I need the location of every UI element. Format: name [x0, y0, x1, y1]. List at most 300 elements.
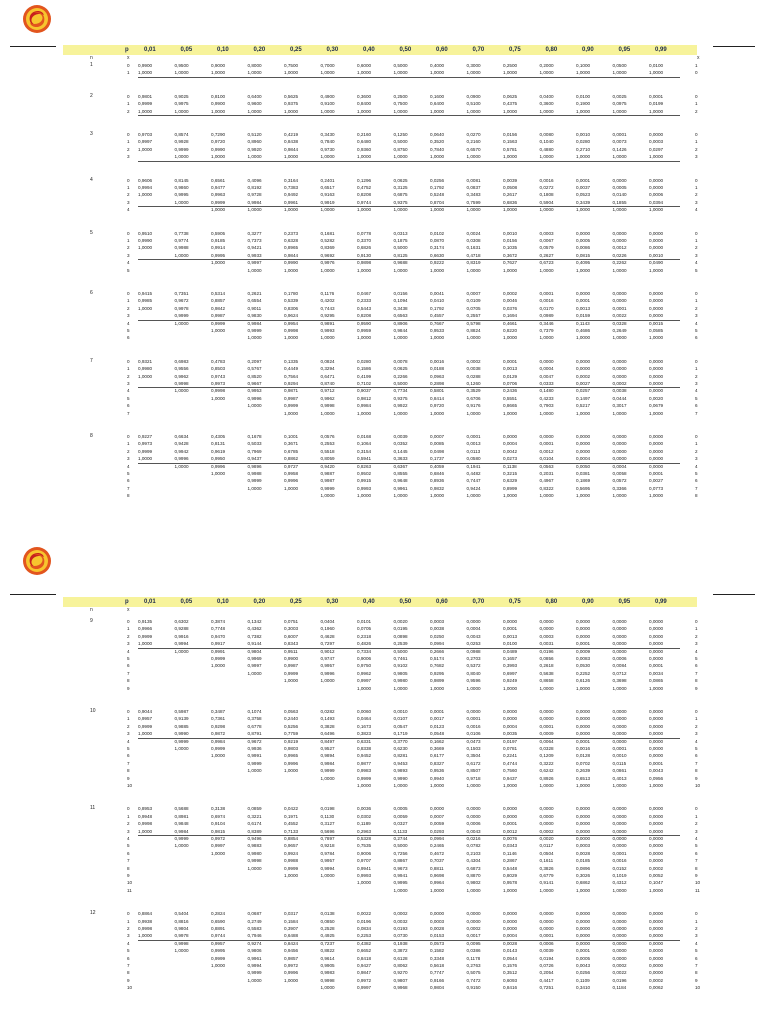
- table-cell: 0,9673: [393, 865, 408, 871]
- table-cell: 0,1296: [357, 177, 372, 183]
- table-cell: 1,0000: [539, 410, 554, 416]
- table-cell: 0,9415: [138, 291, 153, 296]
- table-cell: 0,4744: [503, 760, 518, 766]
- x-value: 0: [127, 291, 130, 296]
- table-cell: 0,0547: [393, 723, 408, 729]
- probability-column-header: 0,70: [472, 47, 485, 53]
- table-row: [63, 358, 697, 365]
- table-cell: 0,1040: [539, 139, 554, 145]
- table-cell: 0,8400: [357, 101, 372, 107]
- table-cell: 0,9980: [393, 678, 408, 684]
- table-cell: 1,0000: [247, 485, 262, 491]
- table-cell: 0,2649: [612, 328, 627, 333]
- table-cell: 1,0000: [612, 207, 627, 213]
- table-cell: 1,0000: [649, 335, 664, 341]
- table-cell: 0,0000: [649, 709, 664, 714]
- table-cell: 0,9614: [320, 955, 335, 961]
- header-rule-right: [713, 46, 755, 47]
- table-row: [63, 947, 697, 954]
- table-cell: 0,0003: [539, 633, 554, 639]
- table-cell: 0,0196: [539, 648, 554, 654]
- table-cell: 1,0000: [320, 678, 335, 684]
- table-cell: 1,0000: [649, 493, 664, 499]
- table-cell: 0,0000: [612, 441, 627, 447]
- table-cell: 0,3164: [284, 177, 299, 183]
- table-cell: 0,3154: [357, 448, 372, 454]
- x-value: 5: [127, 471, 130, 476]
- table-cell: 0,0007: [430, 813, 445, 819]
- table-cell: 0,0000: [466, 709, 481, 714]
- table-cell: 0,9842: [211, 305, 226, 311]
- table-row: [63, 865, 697, 872]
- x-value: 7: [127, 485, 130, 491]
- table-cell: 0,0000: [612, 806, 627, 812]
- table-cell: 0,0000: [612, 918, 627, 924]
- table-cell: 1,0000: [174, 320, 189, 326]
- table-cell: 0,6570: [466, 146, 481, 152]
- table-cell: 0,4686: [576, 328, 591, 333]
- table-cell: 0,9972: [284, 963, 299, 968]
- table-cell: 0,0002: [576, 373, 591, 379]
- table-cell: 0,9983: [320, 970, 335, 976]
- table-cell: 0,3758: [247, 716, 262, 722]
- table-cell: 0,9510: [138, 230, 153, 236]
- table-cell: 0,2465: [430, 843, 445, 849]
- table-cell: 0,2763: [466, 963, 481, 968]
- x-value-right: 2: [695, 821, 698, 827]
- table-cell: 0,8503: [211, 366, 226, 372]
- n-value: 5: [90, 229, 93, 236]
- table-cell: 0,9804: [174, 926, 189, 931]
- table-cell: 0,5987: [174, 709, 189, 714]
- table-cell: 0,0000: [466, 918, 481, 924]
- x-value-right: 0: [695, 230, 698, 236]
- table-cell: 0,0078: [393, 358, 408, 364]
- x-value: 0: [127, 93, 130, 99]
- table-cell: 0,0000: [576, 230, 591, 236]
- table-cell: 0,9978: [174, 305, 189, 311]
- table-cell: 0,0585: [649, 328, 664, 333]
- table-cell: 0,9999: [320, 485, 335, 491]
- table-cell: 0,8965: [284, 245, 299, 251]
- table-cell: 0,0000: [612, 843, 627, 849]
- table-cell: 0,2241: [503, 753, 518, 759]
- table-cell: 0,9990: [174, 731, 189, 737]
- table-cell: 0,9999: [174, 836, 189, 841]
- x-value-right: 6: [695, 663, 698, 669]
- table-cell: 0,0001: [612, 132, 627, 137]
- table-cell: 0,0000: [576, 434, 591, 439]
- table-cell: 0,9037: [357, 388, 372, 394]
- table-cell: 1,0000: [539, 493, 554, 499]
- table-row: [63, 184, 697, 191]
- x-value-right: 2: [695, 192, 698, 198]
- table-cell: 0,1209: [539, 753, 554, 759]
- table-cell: 0,0001: [503, 626, 518, 632]
- x-value-right: 8: [695, 493, 698, 499]
- table-cell: 0,0198: [320, 806, 335, 812]
- table-cell: 0,9743: [211, 373, 226, 379]
- table-cell: 0,3125: [393, 185, 408, 190]
- table-cell: 0,0042: [503, 448, 518, 454]
- table-cell: 0,0000: [503, 911, 518, 917]
- table-cell: 0,0000: [503, 813, 518, 819]
- x-value-right: 11: [695, 887, 700, 893]
- table-cell: 1,0000: [211, 850, 226, 856]
- table-cell: 0,0000: [539, 709, 554, 714]
- table-cell: 0,9940: [430, 775, 445, 781]
- x-value-right: 0: [695, 806, 698, 812]
- probability-column-header: 0,40: [363, 599, 375, 605]
- table-cell: 0,0000: [649, 926, 664, 931]
- x-value-right: 3: [695, 456, 698, 462]
- table-cell: 0,0085: [430, 441, 445, 447]
- table-cell: 0,5328: [357, 836, 372, 841]
- table-cell: 0,9988: [247, 471, 262, 476]
- table-cell: 0,0000: [649, 434, 664, 439]
- x-value-right: 4: [695, 320, 698, 326]
- table-cell: 0,0001: [612, 850, 627, 856]
- table-cell: 0,0005: [576, 238, 591, 243]
- table-cell: 0,5518: [320, 448, 335, 454]
- table-cell: 0,0010: [576, 132, 591, 137]
- x-value-right: 5: [695, 843, 698, 849]
- table-cell: 0,9987: [211, 313, 226, 319]
- table-cell: 0,9556: [174, 366, 189, 372]
- table-cell: 0,2401: [320, 177, 335, 183]
- table-cell: 0,9953: [247, 388, 262, 394]
- x-value-right: 5: [695, 948, 698, 954]
- x-value-right: 3: [695, 828, 698, 834]
- table-cell: 0,9321: [138, 358, 153, 364]
- table-cell: 0,1600: [430, 93, 445, 99]
- table-cell: 0,9963: [211, 192, 226, 198]
- table-cell: 0,8926: [539, 775, 554, 781]
- table-cell: 0,0000: [539, 806, 554, 812]
- table-cell: 0,0000: [576, 933, 591, 939]
- table-cell: 0,0020: [539, 836, 554, 841]
- table-cell: 0,3874: [211, 619, 226, 624]
- table-cell: 0,3672: [503, 252, 518, 258]
- table-cell: 1,0000: [539, 108, 554, 114]
- table-cell: 0,2266: [393, 373, 408, 379]
- table-cell: 1,0000: [503, 783, 518, 788]
- table-cell: 0,5798: [466, 320, 481, 326]
- table-cell: 0,9997: [247, 260, 262, 266]
- table-cell: 0,9994: [320, 865, 335, 871]
- x-value-right: 5: [695, 471, 698, 476]
- table-cell: 0,9900: [211, 101, 226, 107]
- table-row: [63, 100, 697, 107]
- table-cell: 0,9999: [211, 955, 226, 961]
- table-cell: 0,0352: [393, 441, 408, 447]
- table-cell: 1,0000: [284, 154, 299, 160]
- table-cell: 0,0250: [430, 633, 445, 639]
- x-value: 11: [127, 887, 132, 893]
- x-value: 1: [127, 185, 130, 190]
- table-cell: 0,3907: [284, 926, 299, 931]
- table-cell: 1,0000: [247, 768, 262, 774]
- probability-column-header: 0,30: [326, 599, 339, 605]
- table-cell: 0,9899: [430, 678, 445, 684]
- table-cell: 0,0870: [430, 238, 445, 243]
- table-cell: 0,9596: [466, 678, 481, 684]
- table-cell: 0,2000: [539, 63, 554, 68]
- x-label: x: [127, 607, 130, 613]
- table-cell: 0,0005: [612, 185, 627, 190]
- table-cell: 0,7373: [247, 238, 262, 243]
- table-cell: 0,1719: [393, 731, 408, 737]
- table-cell: 1,0000: [503, 335, 518, 341]
- x-value: 4: [127, 648, 130, 654]
- table-cell: 0,2500: [503, 63, 518, 68]
- table-cell: 0,9933: [247, 252, 262, 258]
- table-cell: 0,0000: [649, 245, 664, 251]
- table-cell: 0,4900: [320, 93, 335, 99]
- table-cell: 0,0000: [649, 626, 664, 632]
- table-cell: 1,0000: [539, 783, 554, 788]
- table-cell: 1,0000: [466, 267, 481, 273]
- table-cell: 0,9915: [357, 478, 372, 484]
- table-cell: 0,0687: [247, 911, 262, 917]
- table-cell: 0,6331: [357, 738, 372, 744]
- table-cell: 0,9720: [430, 403, 445, 409]
- table-cell: 0,6983: [174, 358, 189, 364]
- x-value-right: 2: [695, 926, 698, 931]
- table-cell: 0,9961: [247, 955, 262, 961]
- table-cell: 0,9830: [247, 313, 262, 319]
- table-cell: 0,1000: [576, 63, 591, 68]
- x-value-right: 0: [695, 93, 698, 99]
- table-cell: 0,0012: [612, 245, 627, 251]
- x-value: 1: [127, 918, 130, 924]
- table-cell: 0,1694: [503, 313, 518, 319]
- table-cell: 0,7256: [393, 850, 408, 856]
- table-cell: 0,2031: [539, 471, 554, 476]
- table-cell: 0,0025: [612, 93, 627, 99]
- table-cell: 0,8870: [466, 873, 481, 878]
- table-cell: 1,0000: [649, 410, 664, 416]
- table-cell: 0,1445: [393, 448, 408, 454]
- probability-column-header: 0,01: [144, 599, 156, 605]
- x-value: 4: [127, 940, 130, 946]
- table-cell: 1,0000: [284, 678, 299, 684]
- table-cell: 0,1176: [320, 291, 335, 296]
- table-cell: 0,3504: [466, 753, 481, 759]
- table-cell: 0,0039: [539, 948, 554, 954]
- table-cell: 0,0046: [503, 298, 518, 304]
- table-cell: 1,0000: [357, 685, 372, 691]
- table-cell: 1,0000: [174, 388, 189, 394]
- x-value-right: 7: [695, 410, 698, 416]
- table-cell: 1,0000: [138, 108, 153, 114]
- x-value-right: 4: [695, 463, 698, 469]
- table-row: [63, 962, 697, 969]
- table-cell: 0,0001: [649, 663, 664, 669]
- table-cell: 0,9958: [284, 471, 299, 476]
- table-cell: 0,0293: [430, 828, 445, 834]
- table-cell: 0,0000: [649, 230, 664, 236]
- table-cell: 0,0022: [612, 313, 627, 319]
- table-cell: 0,0043: [649, 768, 664, 774]
- table-row: [63, 648, 697, 655]
- table-cell: 0,5801: [430, 388, 445, 394]
- table-cell: 0,3529: [466, 388, 481, 394]
- table-cell: 1,0000: [466, 410, 481, 416]
- table-row: [63, 932, 697, 939]
- table-cell: 0,7682: [430, 663, 445, 669]
- table-row: [63, 805, 697, 812]
- table-cell: 0,0489: [503, 648, 518, 654]
- table-cell: 1,0000: [649, 887, 664, 893]
- table-cell: 0,7903: [539, 403, 554, 409]
- table-row: [63, 677, 697, 684]
- table-cell: 0,7037: [430, 858, 445, 864]
- x-value: 6: [127, 955, 130, 961]
- table-cell: 0,0193: [393, 926, 408, 931]
- table-cell: 0,9860: [174, 185, 189, 190]
- table-cell: 0,9999: [174, 313, 189, 319]
- table-row: [63, 977, 697, 984]
- table-cell: 0,9976: [320, 260, 335, 266]
- x-value: 3: [127, 154, 130, 160]
- table-cell: 0,6488: [284, 933, 299, 939]
- table-cell: 0,0001: [466, 716, 481, 722]
- table-cell: 1,0000: [174, 108, 189, 114]
- table-cell: 0,0001: [539, 291, 554, 296]
- table-cell: 0,0050: [576, 463, 591, 469]
- table-cell: 0,0000: [576, 828, 591, 834]
- table-cell: 0,3222: [539, 760, 554, 766]
- table-cell: 0,0861: [612, 768, 627, 774]
- x-value: 2: [127, 723, 130, 729]
- table-cell: 1,0000: [612, 70, 627, 76]
- table-cell: 0,4304: [466, 858, 481, 864]
- table-cell: 0,0003: [430, 918, 445, 924]
- table-cell: 0,0000: [649, 940, 664, 946]
- table-cell: 0,6846: [430, 471, 445, 476]
- table-cell: 0,0043: [576, 963, 591, 968]
- x-value: 3: [127, 828, 130, 834]
- x-value-right: 1: [695, 298, 698, 304]
- table-cell: 0,9999: [284, 403, 299, 409]
- table-cell: 0,0000: [576, 626, 591, 632]
- table-cell: 0,0963: [430, 373, 445, 379]
- table-cell: 0,4312: [612, 880, 627, 886]
- table-cell: 0,0625: [393, 177, 408, 183]
- table-cell: 0,9959: [357, 328, 372, 333]
- table-cell: 0,0047: [539, 373, 554, 379]
- table-cell: 0,9424: [466, 485, 481, 491]
- table-cell: 0,0730: [393, 933, 408, 939]
- x-value: 2: [127, 305, 130, 311]
- table-cell: 0,7560: [503, 768, 518, 774]
- table-cell: 0,3127: [320, 821, 335, 827]
- table-cell: 0,9990: [138, 238, 153, 243]
- table-cell: 0,9995: [174, 192, 189, 198]
- table-cell: 0,4417: [539, 977, 554, 983]
- table-cell: 0,7627: [503, 260, 518, 266]
- table-cell: 0,1138: [503, 463, 517, 469]
- table-cell: 0,2262: [612, 260, 627, 266]
- table-cell: 0,0410: [430, 298, 445, 304]
- table-cell: 0,3600: [539, 101, 554, 107]
- table-cell: 1,0000: [649, 154, 664, 160]
- table-cell: 0,0000: [576, 806, 591, 812]
- table-row: [63, 723, 697, 730]
- table-row: [63, 738, 697, 745]
- table-cell: 0,9999: [357, 775, 372, 781]
- table-cell: 0,0226: [612, 252, 627, 258]
- table-cell: 0,1480: [539, 388, 554, 394]
- table-cell: 0,9914: [211, 245, 226, 251]
- table-cell: 0,6329: [503, 478, 518, 484]
- table-cell: 0,0000: [649, 821, 664, 827]
- table-cell: 0,0153: [430, 933, 445, 939]
- x-value: 8: [127, 493, 130, 499]
- table-cell: 0,7334: [357, 648, 372, 654]
- table-cell: 1,0000: [174, 70, 189, 76]
- x-value-right: 2: [695, 633, 698, 639]
- table-cell: 0,9896: [247, 463, 262, 469]
- table-cell: 0,1250: [393, 132, 408, 137]
- table-cell: 0,0508: [503, 185, 518, 190]
- table-cell: 0,0956: [649, 775, 664, 781]
- table-cell: 0,7759: [284, 731, 299, 737]
- table-cell: 0,9590: [357, 320, 372, 326]
- table-cell: 0,3221: [247, 813, 262, 819]
- x-value: 2: [127, 108, 130, 114]
- table-cell: 0,0000: [649, 388, 664, 394]
- table-cell: 0,0000: [649, 177, 664, 183]
- table-cell: 0,8208: [357, 192, 372, 198]
- table-cell: 0,4013: [612, 775, 627, 781]
- table-cell: 0,8822: [320, 948, 335, 954]
- table-cell: 0,9728: [247, 192, 262, 198]
- table-cell: 0,8816: [174, 918, 189, 924]
- table-cell: 1,0000: [174, 252, 189, 258]
- table-cell: 0,9999: [284, 865, 299, 871]
- table-cell: 0,1673: [357, 723, 372, 729]
- table-cell: 0,0138: [320, 911, 335, 917]
- n-label: n: [90, 607, 93, 613]
- table-cell: 0,0003: [649, 139, 664, 145]
- x-value: 2: [127, 448, 130, 454]
- table-cell: 1,0000: [174, 199, 189, 205]
- table-cell: 1,0000: [430, 493, 445, 499]
- table-cell: 0,0002: [649, 865, 664, 871]
- table-cell: 0,0010: [649, 252, 664, 258]
- table-cell: 0,7946: [247, 933, 262, 939]
- x-value-right: 0: [695, 911, 698, 917]
- table-cell: 0,0000: [649, 298, 664, 304]
- table-cell: 0,9891: [320, 320, 335, 326]
- table-cell: 0,5120: [247, 132, 262, 137]
- table-cell: 0,0000: [649, 456, 664, 462]
- block-separator: [138, 387, 680, 388]
- table-cell: 0,2744: [393, 836, 408, 841]
- table-cell: 0,9885: [174, 723, 189, 729]
- probability-column-header: 0,40: [363, 47, 375, 53]
- table-cell: 0,0001: [576, 948, 591, 954]
- table-cell: 0,1064: [357, 441, 372, 447]
- table-cell: 0,0004: [576, 456, 591, 462]
- table-cell: 0,0000: [612, 933, 627, 939]
- table-cell: 0,9954: [284, 320, 299, 326]
- table-cell: 0,0751: [284, 619, 299, 624]
- table-cell: 1,0000: [247, 108, 262, 114]
- table-cell: 0,9996: [284, 970, 299, 976]
